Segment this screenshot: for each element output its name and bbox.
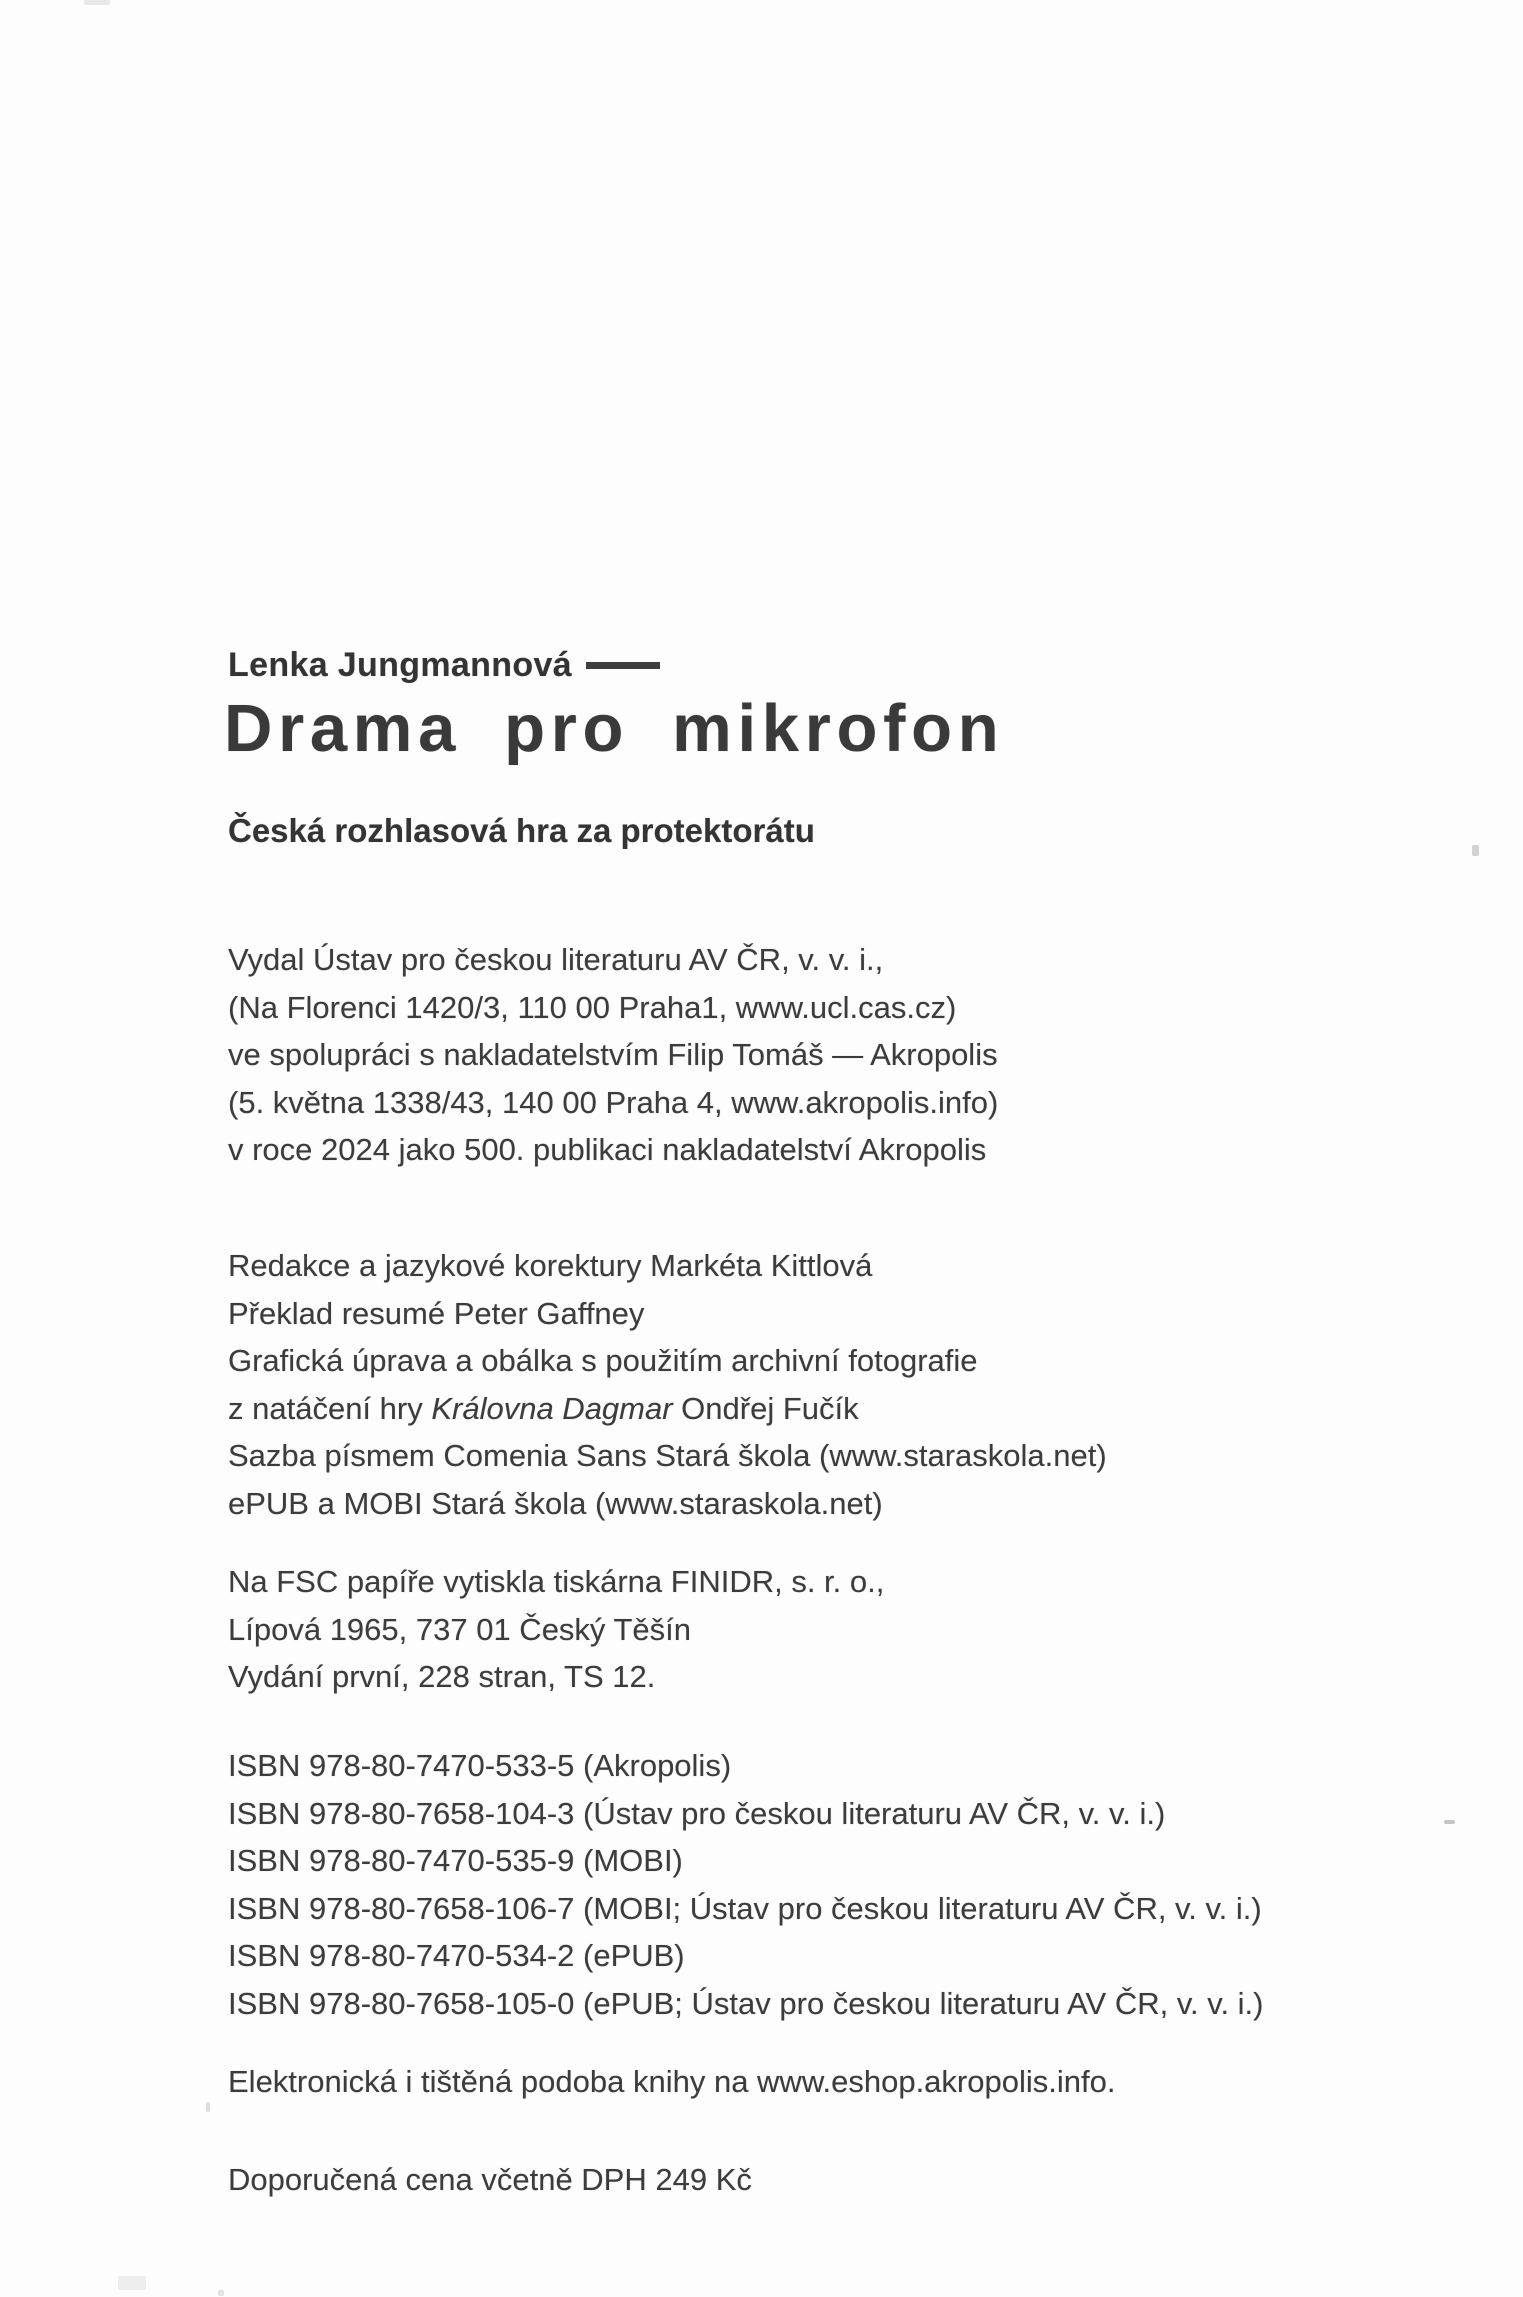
- isbn-line: ISBN 978-80-7470-535-9 (MOBI): [228, 1843, 683, 1878]
- scan-artifact: [206, 2102, 210, 2112]
- editing-credit-line: Redakce a jazykové korektury Markéta Kittlová: [228, 1248, 873, 1283]
- play-title-italic: Královna Dagmar: [431, 1390, 673, 1426]
- author-rule-dash: [586, 662, 660, 669]
- printer-address-line: Lípová 1965, 737 01 Český Těšín: [228, 1611, 692, 1647]
- copublisher-address-line: (5. května 1338/43, 140 00 Praha 4, www.akropolis.info): [228, 1084, 999, 1120]
- price-line: Doporučená cena včetně DPH 249 Kč: [228, 2162, 752, 2197]
- scan-artifact: [218, 2290, 224, 2296]
- scan-artifact: [84, 0, 110, 5]
- edition-line: Vydání první, 228 stran, TS 12.: [228, 1659, 656, 1694]
- publisher-line: Vydal Ústav pro českou literaturu AV ČR, v. v. i.,: [228, 942, 884, 977]
- isbn-line: ISBN 978-80-7470-534-2 (ePUB): [228, 1938, 685, 1973]
- credits-block: [228, 1242, 1107, 1527]
- typesetting-credit-line: Sazba písmem Comenia Sans Stará škola (www.staraskola.net): [228, 1438, 1107, 1473]
- isbn-block: [228, 1742, 1264, 2027]
- author-name: Lenka Jungmannová: [228, 646, 572, 684]
- photo-credit-post: Ondřej Fučík: [672, 1390, 859, 1426]
- publication-year-line: v roce 2024 jako 500. publikaci nakladatelství Akropolis: [228, 1132, 987, 1167]
- isbn-line: ISBN 978-80-7658-104-3 (Ústav pro českou literaturu AV ČR, v. v. i.): [228, 1795, 1166, 1831]
- translation-credit-line: Překlad resumé Peter Gaffney: [228, 1295, 645, 1331]
- publisher-block: [228, 936, 998, 1174]
- scan-artifact: [1472, 845, 1479, 856]
- author-line: [228, 646, 660, 685]
- isbn-line: ISBN 978-80-7658-106-7 (MOBI; Ústav pro českou literaturu AV ČR, v. v. i.): [228, 1890, 1262, 1926]
- printing-block: [228, 1558, 884, 1701]
- book-title: Drama pro mikrofon: [224, 691, 1005, 766]
- photo-credit-line: [228, 1385, 1107, 1433]
- copublisher-line: ve spolupráci s nakladatelstvím Filip Tomáš — Akropolis: [228, 1037, 998, 1072]
- isbn-line: ISBN 978-80-7470-533-5 (Akropolis): [228, 1748, 732, 1783]
- design-credit-line: Grafická úprava a obálka s použitím archivní fotografie: [228, 1343, 978, 1378]
- availability-line: Elektronická i tištěná podoba knihy na www.eshop.akropolis.info.: [228, 2064, 1116, 2099]
- book-subtitle: Česká rozhlasová hra za protektorátu: [228, 812, 815, 849]
- isbn-line: ISBN 978-80-7658-105-0 (ePUB; Ústav pro českou literaturu AV ČR, v. v. i.): [228, 1985, 1264, 2021]
- photo-credit-pre: z natáčení hry: [228, 1390, 432, 1426]
- ebook-credit-line: ePUB a MOBI Stará škola (www.staraskola.net): [228, 1485, 883, 1521]
- scan-artifact: [118, 2276, 146, 2290]
- publisher-address-line: (Na Florenci 1420/3, 110 00 Praha1, www.ucl.cas.cz): [228, 989, 957, 1025]
- printer-line: Na FSC papíře vytiskla tiskárna FINIDR, s. r. o.,: [228, 1564, 885, 1599]
- scan-artifact: [1444, 1820, 1455, 1824]
